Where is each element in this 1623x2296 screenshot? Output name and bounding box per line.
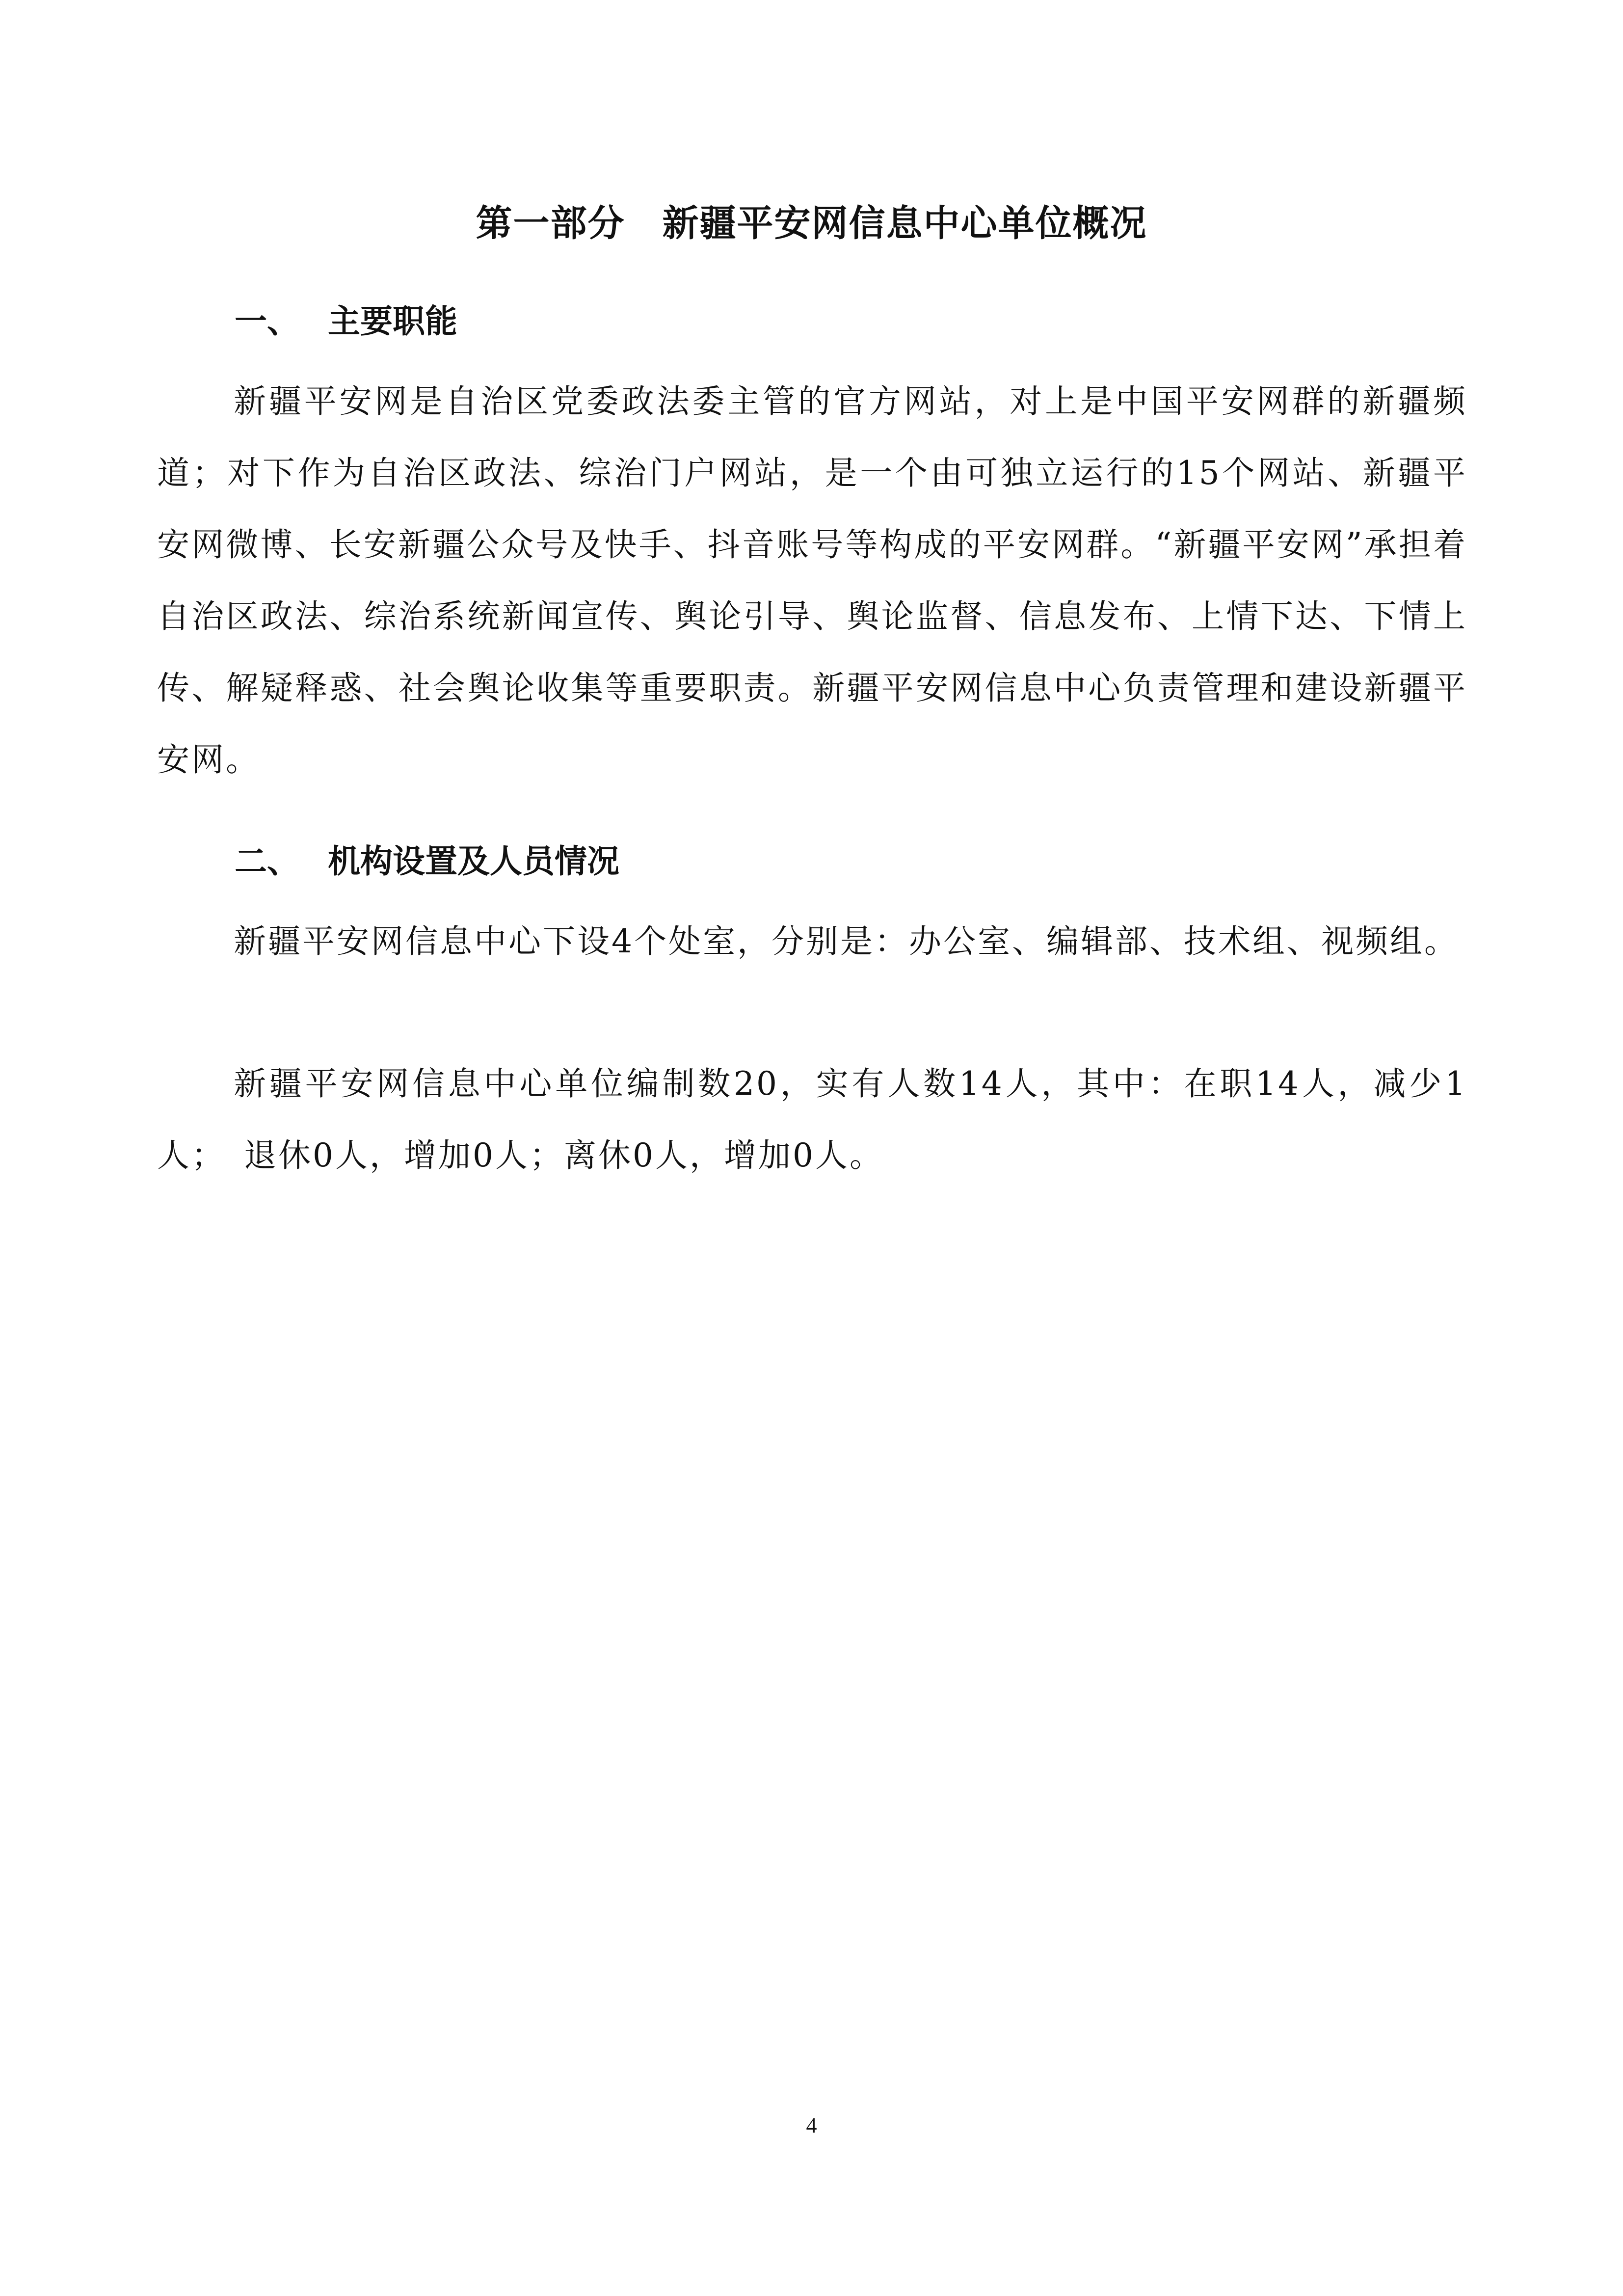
section-heading-functions	[235, 297, 457, 346]
section-title: 机构设置及人员情况	[328, 842, 619, 880]
section-heading-organization	[235, 837, 619, 886]
section-title: 主要职能	[328, 302, 457, 340]
section-number: 二、	[235, 842, 299, 880]
page-number: 4	[806, 2113, 817, 2137]
paragraph-functions: 新疆平安网是自治区党委政法委主管的官方网站，对上是中国平安网群的新疆频道；对下作为自治区政法、综治门户网站，是一个由可独立运行的15个网站、新疆平安网微博、长安新疆公众号及快手、抖音账号等构成的平安网群。“新疆平安网”承担着自治区政法、综治系统新闻宣传、舆论引导、舆论监督、信息发布、上情下达、下情上传、解疑释惑、社会舆论收集等重要职责。新疆平安网信息中心负责管理和建设新疆平安网。	[157, 382, 1467, 779]
paragraph-departments: 新疆平安网信息中心下设4个处室，分别是：办公室、编辑部、技术组、视频组。	[234, 922, 1459, 960]
page-title: 第一部分 新疆平安网信息中心单位概况	[476, 202, 1147, 244]
paragraph-staffing: 新疆平安网信息中心单位编制数20，实有人数14人，其中：在职14人，减少1人； 退休0人，增加0人；离休0人，增加0人。	[157, 1065, 1467, 1174]
section-number: 一、	[235, 302, 299, 340]
